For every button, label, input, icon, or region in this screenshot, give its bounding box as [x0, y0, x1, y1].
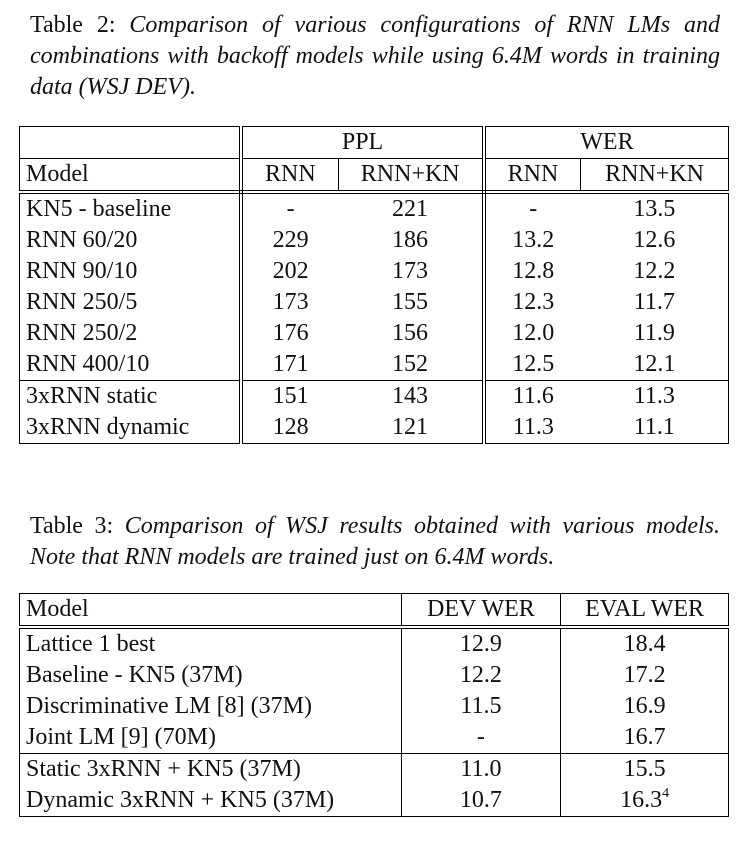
- model-cell: 3xRNN dynamic: [20, 412, 242, 444]
- value-cell: 12.5: [484, 349, 581, 381]
- value-cell: 18.4: [623, 631, 666, 657]
- value-cell: 12.9: [401, 627, 561, 660]
- value-cell: 151: [272, 383, 309, 409]
- table2-empty-header: [20, 127, 242, 159]
- table2-label: Table 2:: [30, 12, 116, 38]
- value-cell: 13.5: [633, 196, 676, 222]
- value-cell: 12.0: [512, 320, 555, 346]
- value-cell: 16.7: [561, 722, 729, 754]
- value-cell: -: [401, 722, 561, 754]
- value-cell: -: [286, 196, 295, 222]
- value-cell: 11.3: [633, 383, 675, 409]
- model-cell: RNN 250/2: [20, 318, 242, 349]
- value-cell: 12.6: [633, 227, 676, 253]
- value-cell: 11.1: [633, 414, 675, 440]
- value-cell: 121: [338, 412, 484, 444]
- value-cell: 152: [338, 349, 484, 381]
- table2-caption: [30, 10, 720, 103]
- table-row: [20, 225, 729, 256]
- table2-header-model: Model: [20, 159, 242, 193]
- value-cell: 11.6: [512, 383, 554, 409]
- table3-header-dev: DEV WER: [401, 594, 561, 628]
- table-row: [20, 287, 729, 318]
- table-row: [20, 192, 729, 225]
- value-cell: 221: [338, 192, 484, 225]
- value-cell-with-footnote: [561, 785, 729, 817]
- table3: [19, 593, 729, 817]
- value-cell: 11.5: [401, 691, 561, 722]
- value-cell: 173: [272, 289, 309, 315]
- value-cell: 17.2: [623, 662, 666, 688]
- model-cell: RNN 250/5: [20, 287, 242, 318]
- table3-header-eval: EVAL WER: [561, 594, 729, 628]
- table2-header-ppl-rnnkn: RNN+KN: [338, 159, 484, 193]
- model-cell: RNN 400/10: [20, 349, 242, 381]
- table2-group-wer: WER: [484, 127, 729, 159]
- table2-caption-text: Comparison of various configurations of RNN LMs and combinations with backoff models while using 6.4M words in training data (WSJ DEV).: [30, 12, 720, 100]
- table-row: [20, 349, 729, 381]
- value-cell: 186: [338, 225, 484, 256]
- value-text: 16.3: [620, 787, 663, 813]
- value-cell: 173: [338, 256, 484, 287]
- value-cell: 11.0: [401, 754, 561, 786]
- value-cell: 13.2: [512, 227, 555, 253]
- model-cell: RNN 90/10: [20, 256, 242, 287]
- value-cell: 11.7: [633, 289, 675, 315]
- table2: [19, 126, 729, 444]
- value-cell: 12.1: [581, 349, 729, 381]
- model-cell: Static 3xRNN + KN5 (37M): [20, 754, 402, 786]
- value-cell: 143: [338, 381, 484, 413]
- value-cell: 11.3: [512, 414, 554, 440]
- value-cell: 202: [272, 258, 309, 284]
- model-cell: Dynamic 3xRNN + KN5 (37M): [20, 785, 402, 817]
- model-cell: Lattice 1 best: [20, 627, 402, 660]
- value-cell: 171: [241, 349, 338, 381]
- table2-group-ppl: PPL: [241, 127, 484, 159]
- value-cell: 12.2: [401, 660, 561, 691]
- table-row: [20, 691, 729, 722]
- table-row: [20, 627, 729, 660]
- table-row: [20, 660, 729, 691]
- value-cell: 176: [272, 320, 309, 346]
- value-cell: 12.3: [512, 289, 555, 315]
- model-cell: Baseline - KN5 (37M): [20, 660, 402, 691]
- table-row: [20, 318, 729, 349]
- model-cell: Discriminative LM [8] (37M): [20, 691, 402, 722]
- value-cell: 128: [272, 414, 309, 440]
- table-row: [20, 412, 729, 444]
- model-cell: 3xRNN static: [20, 381, 242, 413]
- value-cell: -: [529, 196, 538, 222]
- value-cell: 155: [338, 287, 484, 318]
- table3-caption: [30, 511, 720, 573]
- table3-label: Table 3:: [30, 513, 114, 539]
- value-cell: 10.7: [401, 785, 561, 817]
- table-row: [20, 256, 729, 287]
- table-row: [20, 785, 729, 817]
- value-cell: 229: [272, 227, 309, 253]
- table2-header-ppl-rnn: RNN: [241, 159, 338, 193]
- value-cell: 16.9: [623, 693, 666, 719]
- table-row: [20, 381, 729, 413]
- table3-header-model: Model: [20, 594, 402, 628]
- value-cell: 12.2: [633, 258, 676, 284]
- footnote-mark[interactable]: 4: [662, 786, 670, 801]
- value-cell: 156: [338, 318, 484, 349]
- value-cell: 15.5: [623, 756, 666, 782]
- value-cell: 11.9: [633, 320, 675, 346]
- table-row: [20, 722, 729, 754]
- table2-header-wer-rnn: RNN: [484, 159, 581, 193]
- model-cell: RNN 60/20: [20, 225, 242, 256]
- model-cell: KN5 - baseline: [20, 192, 242, 225]
- value-cell: 12.8: [512, 258, 555, 284]
- table2-header-wer-rnnkn: RNN+KN: [581, 159, 729, 193]
- table3-caption-text: Comparison of WSJ results obtained with various models. Note that RNN models are trained just on 6.4M words.: [30, 513, 720, 570]
- table-row: [20, 754, 729, 786]
- model-cell: Joint LM [9] (70M): [20, 722, 402, 754]
